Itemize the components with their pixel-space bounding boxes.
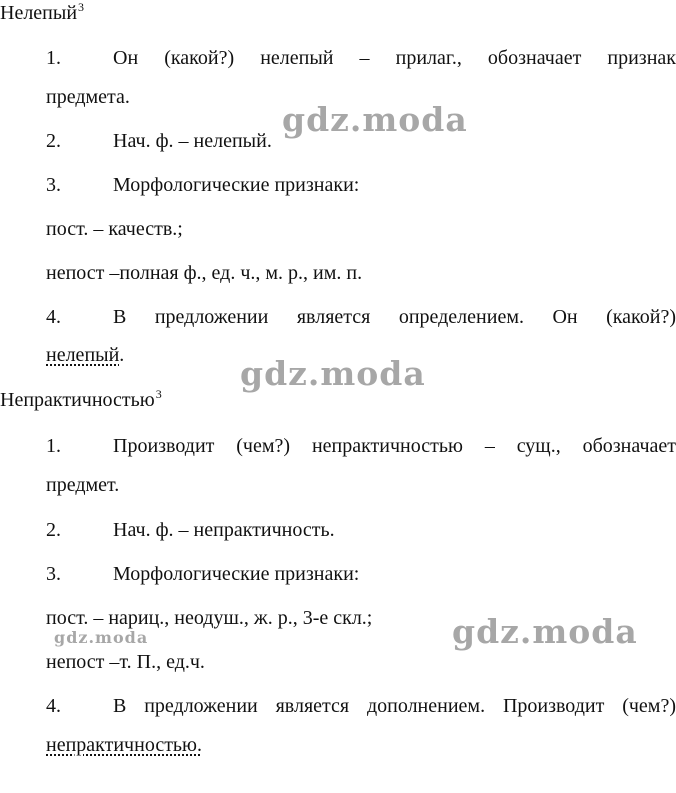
s1-item3-text: Морфологические признаки: bbox=[113, 174, 360, 196]
watermark: gdz.moda bbox=[240, 354, 426, 393]
s1-item3-number: 3. bbox=[46, 174, 61, 196]
s2-item2-text: Нач. ф. – непрактичность. bbox=[113, 519, 335, 541]
s2-item3-number: 3. bbox=[46, 563, 61, 585]
s2-item2-number: 2. bbox=[46, 519, 61, 541]
section1-heading bbox=[0, 0, 84, 25]
section2-heading-sup: 3 bbox=[155, 387, 162, 401]
s2-const-features: пост. – нариц., неодуш., ж. р., 3-е скл.; bbox=[46, 607, 373, 629]
s1-item2-text: Нач. ф. – нелепый. bbox=[113, 130, 272, 152]
watermark: gdz.moda bbox=[452, 612, 638, 651]
s2-item4-text-line1: В предложении является дополнением. Производит (чем?) bbox=[113, 695, 676, 717]
s1-item2-number: 2. bbox=[46, 130, 61, 152]
s1-item4-underlined-word: нелепый bbox=[46, 344, 120, 366]
s1-item4-period: . bbox=[119, 344, 125, 366]
s1-const-features: пост. – качеств.; bbox=[46, 218, 183, 240]
s1-item1-text-line1: Он (какой?) нелепый – прилаг., обозначает признак bbox=[113, 47, 676, 69]
section1-heading-sup: 3 bbox=[78, 0, 85, 14]
s2-item4-underlined-word: непрактичностью. bbox=[46, 734, 202, 756]
s2-item1-text-line1: Производит (чем?) непрактичностью – сущ., обозначает bbox=[113, 435, 676, 457]
s2-item1-number: 1. bbox=[46, 435, 61, 457]
s2-nonconst-features: непост –т. П., ед.ч. bbox=[46, 651, 205, 673]
s2-item1-line2: предмет. bbox=[46, 474, 120, 496]
section2-heading-word: Непрактичностью bbox=[0, 389, 155, 411]
watermark: gdz.moda bbox=[54, 628, 149, 647]
s1-item1-number: 1. bbox=[46, 47, 61, 69]
s2-item4-line2 bbox=[46, 734, 202, 757]
s2-item4-number: 4. bbox=[46, 695, 61, 717]
s1-item4-number: 4. bbox=[46, 306, 61, 328]
s1-item4-line2 bbox=[46, 344, 124, 367]
section1-heading-word: Нелепый bbox=[0, 2, 78, 24]
watermark: gdz.moda bbox=[282, 100, 468, 139]
section2-heading bbox=[0, 387, 162, 412]
s2-item3-text: Морфологические признаки: bbox=[113, 563, 360, 585]
s1-item1-line2: предмета. bbox=[46, 86, 130, 108]
s1-nonconst-features: непост –полная ф., ед. ч., м. р., им. п. bbox=[46, 262, 363, 284]
s1-item4-text-line1: В предложении является определением. Он (какой?) bbox=[113, 306, 676, 328]
